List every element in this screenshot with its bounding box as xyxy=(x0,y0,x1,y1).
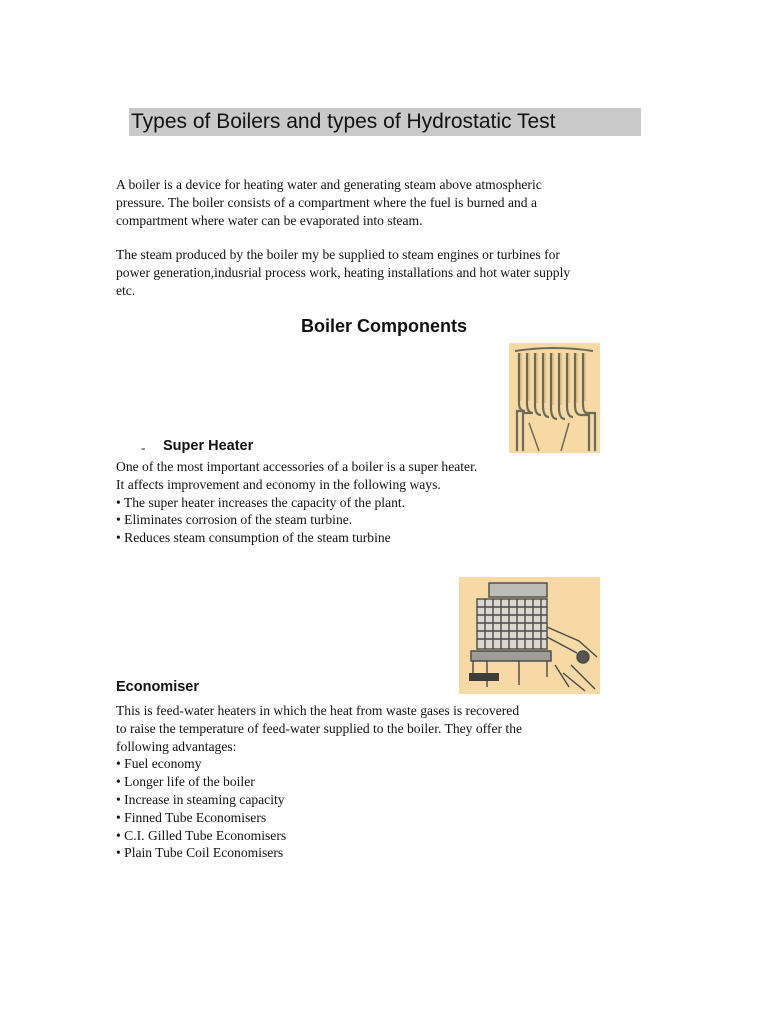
super-heater-image xyxy=(509,343,600,453)
economiser-text xyxy=(116,702,636,862)
text-line: A boiler is a device for heating water and generating steam above atmospheric xyxy=(116,177,542,192)
list-item: • Increase in steaming capacity xyxy=(116,791,285,807)
section-heading-economiser: Economiser xyxy=(116,679,199,695)
page-title: Types of Boilers and types of Hydrostatic Test xyxy=(129,108,641,136)
economiser-image xyxy=(459,577,600,694)
text-line: pressure. The boiler consists of a compartment where the fuel is burned and a xyxy=(116,194,538,210)
list-item: • Fuel economy xyxy=(116,756,202,772)
super-heater-text xyxy=(116,458,636,547)
list-item: • Reduces steam consumption of the steam turbine xyxy=(116,530,391,546)
text-line: compartment where water can be evaporated into steam. xyxy=(116,212,423,228)
list-item: • Plain Tube Coil Economisers xyxy=(116,845,284,861)
text-line: power generation,indusrial process work, heating installations and hot water supply xyxy=(116,264,571,280)
text-line: The steam produced by the boiler my be supplied to steam engines or turbines for xyxy=(116,247,560,262)
text-line: It affects improvement and economy in the following ways. xyxy=(116,476,441,492)
text-line: This is feed-water heaters in which the heat from waste gases is recovered xyxy=(116,703,520,718)
text-line: etc. xyxy=(116,282,136,298)
list-item: • Eliminates corrosion of the steam turbine. xyxy=(116,512,353,528)
list-item: • The super heater increases the capacity of the plant. xyxy=(116,494,406,510)
text-line: One of the most important accessories of a boiler is a super heater. xyxy=(116,459,478,474)
intro-paragraph-2 xyxy=(116,246,636,299)
text-line: following advantages: xyxy=(116,738,237,754)
intro-paragraph-1 xyxy=(116,176,636,229)
section-heading-super-heater: Super Heater xyxy=(163,438,254,454)
section-heading-boiler-components: Boiler Components xyxy=(300,316,467,336)
list-item: • C.I. Gilled Tube Economisers xyxy=(116,827,287,843)
text-line: to raise the temperature of feed-water supplied to the boiler. They offer the xyxy=(116,720,523,736)
list-item: • Finned Tube Economisers xyxy=(116,809,267,825)
list-item: • Longer life of the boiler xyxy=(116,774,255,790)
list-bullet: - xyxy=(141,440,146,455)
